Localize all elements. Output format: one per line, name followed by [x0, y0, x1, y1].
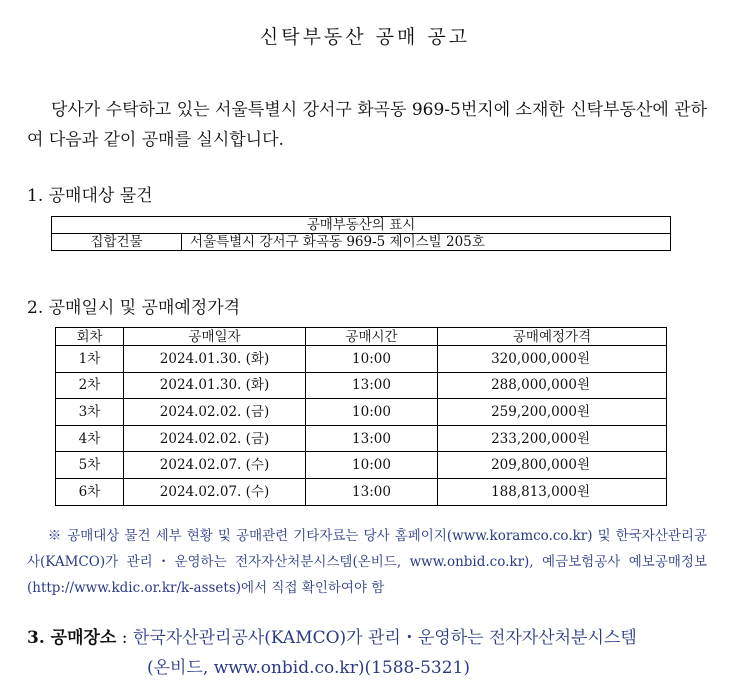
date-cell: 2024.01.30. (화): [124, 346, 306, 373]
time-cell: 10:00: [306, 399, 438, 426]
time-cell: 13:00: [306, 478, 438, 505]
table-row: [56, 425, 667, 452]
notice-note-text: ※ 공매대상 물건 세부 현황 및 공매관련 기타자료는 당사 홈페이지(www.koramco.co.kr) 및 한국자산관리공사(KAMCO)가 관리・운영하는 전자자산처분시스템(온비드, www.onbid.co.kr), 예금보험공사 예보공매정보(http://www.kdic.or.kr/k-assets)에서 직접 확인하여야 함: [27, 528, 707, 596]
date-cell: 2024.02.02. (금): [124, 425, 306, 452]
intro-paragraph: [27, 95, 707, 155]
price-cell: 233,200,000원: [438, 425, 667, 452]
round-cell: 5차: [56, 452, 124, 479]
price-cell: 188,813,000원: [438, 478, 667, 505]
round-cell: 6차: [56, 478, 124, 505]
property-address: 서울특별시 강서구 화곡동 969-5 제이스빌 205호: [182, 234, 671, 251]
table-row: [52, 234, 671, 251]
table-row: [56, 372, 667, 399]
section3-label: 3. 공매장소: [27, 628, 117, 648]
intro-text: 당사가 수탁하고 있는 서울특별시 강서구 화곡동 969-5번지에 소재한 신탁부동산에 관하여 다음과 같이 공매를 실시합니다.: [27, 100, 707, 150]
property-table: [51, 216, 671, 251]
col-time: 공매시간: [306, 328, 438, 346]
round-cell: 2차: [56, 372, 124, 399]
property-type: 집합건물: [52, 234, 182, 251]
date-cell: 2024.02.02. (금): [124, 399, 306, 426]
section1-heading: 1. 공매대상 물건: [27, 186, 153, 206]
section2-heading: 2. 공매일시 및 공매예정가격: [27, 298, 241, 318]
section3-value-line1: 한국자산관리공사(KAMCO)가 관리・운영하는 전자자산처분시스템: [132, 628, 637, 648]
table-row: [56, 478, 667, 505]
round-cell: 4차: [56, 425, 124, 452]
table-row: [56, 452, 667, 479]
table-row: [56, 346, 667, 373]
date-cell: 2024.02.07. (수): [124, 452, 306, 479]
notice-note: [27, 523, 707, 601]
price-cell: 320,000,000원: [438, 346, 667, 373]
property-table-header: 공매부동산의 표시: [52, 217, 671, 234]
round-cell: 1차: [56, 346, 124, 373]
time-cell: 10:00: [306, 452, 438, 479]
section3-value-line2: (온비드, www.onbid.co.kr)(1588-5321): [147, 658, 470, 678]
time-cell: 13:00: [306, 372, 438, 399]
col-date: 공매일자: [124, 328, 306, 346]
price-cell: 288,000,000원: [438, 372, 667, 399]
time-cell: 10:00: [306, 346, 438, 373]
col-round: 회차: [56, 328, 124, 346]
price-cell: 259,200,000원: [438, 399, 667, 426]
date-cell: 2024.01.30. (화): [124, 372, 306, 399]
section3-separator: :: [116, 628, 133, 648]
price-cell: 209,800,000원: [438, 452, 667, 479]
auction-schedule-table: [55, 327, 667, 506]
section3-place: [27, 623, 717, 683]
col-price: 공매예정가격: [438, 328, 667, 346]
time-cell: 13:00: [306, 425, 438, 452]
document-title: 신탁부동산 공매 공고: [259, 26, 471, 48]
round-cell: 3차: [56, 399, 124, 426]
table-row: [56, 399, 667, 426]
date-cell: 2024.02.07. (수): [124, 478, 306, 505]
table-header-row: [56, 328, 667, 346]
